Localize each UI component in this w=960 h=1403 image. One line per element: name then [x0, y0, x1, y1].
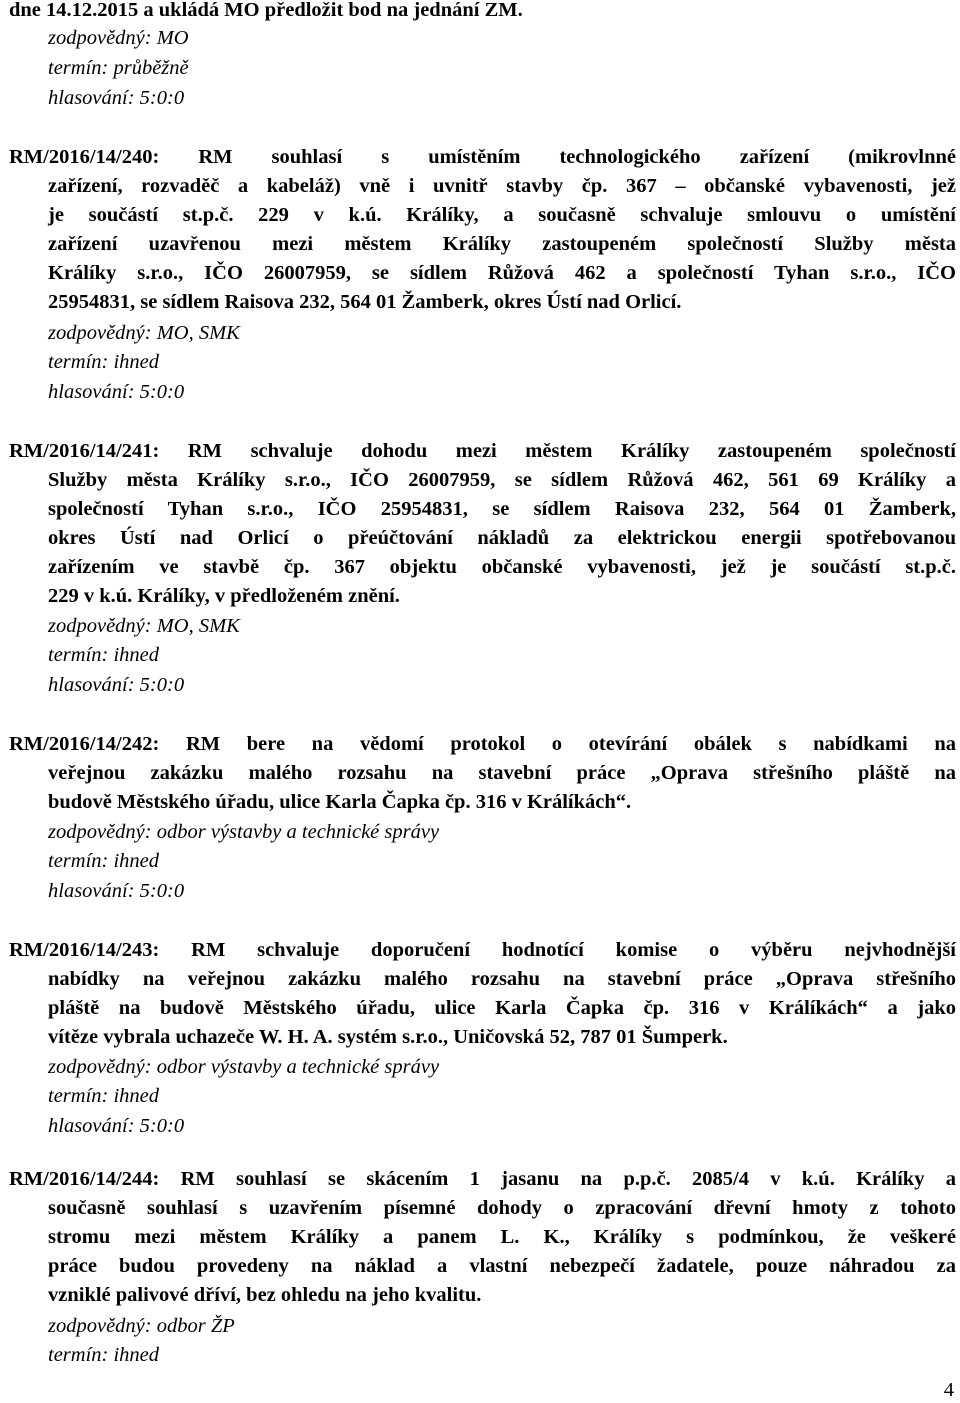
resolution-242-line-2: veřejnou zakázku malého rozsahu na stavební práce „Oprava střešního pláště na: [48, 762, 956, 784]
resolution-244-line-5: vzniklé palivové dříví, bez ohledu na jeho kvalitu.: [48, 1284, 482, 1306]
resolution-243-line-2: nabídky na veřejnou zakázku malého rozsahu na stavební práce „Oprava střešního: [48, 968, 956, 990]
resolution-242-responsible: zodpovědný: odbor výstavby a technické správy: [48, 821, 440, 843]
resolution-243-line-1: RM/2016/14/243: RM schvaluje doporučení hodnotící komise o výběru nejvhodnější: [9, 939, 956, 961]
vote-line: hlasování: 5:0:0: [48, 87, 185, 109]
page-number: 4: [943, 1379, 954, 1401]
deadline-line: termín: průběžně: [48, 57, 189, 79]
resolution-243-deadline: termín: ihned: [48, 1085, 160, 1107]
resolution-240-line-5: Králíky s.r.o., IČO 26007959, se sídlem Růžová 462 a společností Tyhan s.r.o., IČO: [48, 262, 956, 284]
resolution-241-line-3: společností Tyhan s.r.o., IČO 25954831, se sídlem Raisova 232, 564 01 Žamberk,: [48, 498, 956, 520]
resolution-241-vote: hlasování: 5:0:0: [48, 674, 185, 696]
resolution-243-line-3: pláště na budově Městského úřadu, ulice Karla Čapka čp. 316 v Králíkách“ a jako: [48, 997, 956, 1019]
resolution-241-line-6: 229 v k.ú. Králíky, v předloženém znění.: [48, 585, 400, 607]
resolution-242-line-3: budově Městského úřadu, ulice Karla Čapka čp. 316 v Králíkách“.: [48, 791, 632, 813]
resolution-244-line-4: práce budou provedeny na náklad a vlastní nebezpečí žadatele, pouze náhradou za: [48, 1255, 956, 1277]
resolution-240-vote: hlasování: 5:0:0: [48, 381, 185, 403]
resolution-240-line-4: zařízení uzavřenou mezi městem Králíky zastoupeném společností Služby města: [48, 233, 956, 255]
resolution-244-line-3: stromu mezi městem Králíky a panem L. K., Králíky s podmínkou, že veškeré: [48, 1226, 956, 1248]
resolution-241-line-1: RM/2016/14/241: RM schvaluje dohodu mezi městem Králíky zastoupeném společností: [9, 440, 956, 462]
resolution-244-responsible: zodpovědný: odbor ŽP: [48, 1315, 235, 1337]
resolution-240-deadline: termín: ihned: [48, 351, 160, 373]
resolution-241-line-5: zařízením ve stavbě čp. 367 objektu občanské vybavenosti, jež je součástí st.p.č.: [48, 556, 956, 578]
responsible-line: zodpovědný: MO: [48, 27, 189, 49]
resolution-241-deadline: termín: ihned: [48, 644, 160, 666]
resolution-242-vote: hlasování: 5:0:0: [48, 880, 185, 902]
resolution-240-line-6: 25954831, se sídlem Raisova 232, 564 01 Žamberk, okres Ústí nad Orlicí.: [48, 291, 682, 313]
resolution-243-responsible: zodpovědný: odbor výstavby a technické správy: [48, 1056, 440, 1078]
resolution-241-line-4: okres Ústí nad Orlicí o přeúčtování nákladů za elektrickou energii spotřebovanou: [48, 527, 956, 549]
resolution-240-line-3: je součástí st.p.č. 229 v k.ú. Králíky, a současně schvaluje smlouvu o umístění: [48, 204, 956, 226]
resolution-244-line-2: současně souhlasí s uzavřením písemné dohody o zpracování dřevní hmoty z tohoto: [48, 1197, 956, 1219]
resolution-242-deadline: termín: ihned: [48, 850, 160, 872]
resolution-243-line-4: vítěze vybrala uchazeče W. H. A. systém s.r.o., Uničovská 52, 787 01 Šumperk.: [48, 1026, 728, 1048]
resolution-240-line-2: zařízení, rozvaděč a kabeláž) vně i uvnitř stavby čp. 367 – občanské vybavenosti, jež: [48, 175, 956, 197]
resolution-242-line-1: RM/2016/14/242: RM bere na vědomí protokol o otevírání obálek s nabídkami na: [9, 733, 956, 755]
resolution-244-line-1: RM/2016/14/244: RM souhlasí se skácením 1 jasanu na p.p.č. 2085/4 v k.ú. Králíky a: [9, 1168, 956, 1190]
resolution-241-responsible: zodpovědný: MO, SMK: [48, 615, 240, 637]
resolution-240-line-1: RM/2016/14/240: RM souhlasí s umístěním technologického zařízení (mikrovlnné: [9, 146, 956, 168]
continuation-line: dne 14.12.2015 a ukládá MO předložit bod na jednání ZM.: [9, 0, 523, 21]
resolution-241-line-2: Služby města Králíky s.r.o., IČO 26007959, se sídlem Růžová 462, 561 69 Králíky a: [48, 469, 956, 491]
resolution-240-responsible: zodpovědný: MO, SMK: [48, 322, 240, 344]
resolution-243-vote: hlasování: 5:0:0: [48, 1115, 185, 1137]
resolution-244-deadline: termín: ihned: [48, 1344, 160, 1366]
